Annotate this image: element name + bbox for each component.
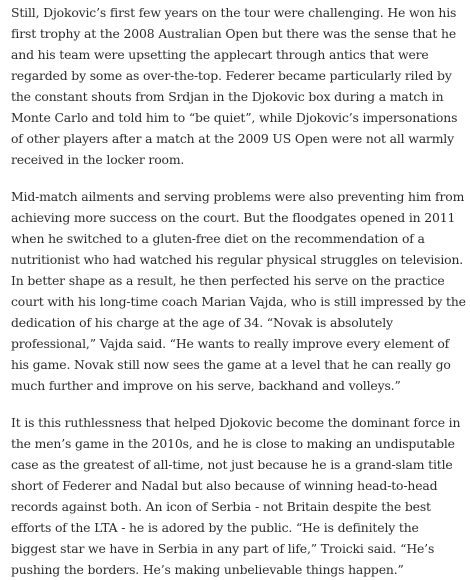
article-paragraph-3: It is this ruthlessness that helped Djokovic become the dominant force in the men’s game in the 2010s, and he is close to making an undisputable case as the greatest of all-time, not just because he is a grand-slam title short of Federer and Nadal but also because of winning head-to-head records against both. An icon of Serbia - not Britain despite the best efforts of the LTA - he is adored by the public. “He is definitely the biggest star we have in Serbia in any part of life,” Troicki said. “He’s pushing the borders. He’s making unbelievable things happen.”: [11, 415, 461, 577]
article-paragraph-1: Still, Djokovic’s first few years on the tour were challenging. He won his first trophy at the 2008 Australian Open but there was the sense that he and his team were upsetting the applecart through antics that were regarded by some as over-the-top. Federer became particularly riled by the constant shouts from Srdjan in the Djokovic box during a match in Monte Carlo and told him to “be quiet”, while Djokovic’s impersonations of other players after a match at the 2009 US Open were not all warmly received in the locker room.: [11, 5, 458, 167]
article-paragraph-2: Mid-match ailments and serving problems were also preventing him from achieving more success on the court. But the floodgates opened in 2011 when he switched to a gluten-free diet on the recommendation of a nutritionist who had watched his regular physical struggles on television. In better shape as a result, he then perfected his serve on the practice court with his long-time coach Marian Vajda, who is still impressed by the dedication of his charge at the age of 34. “Novak is absolutely professional,” Vajda said. “He wants to really improve every element of his game. Novak still now sees the game at a level that he can really go much further and improve on his serve, backhand and volleys.”: [11, 189, 466, 393]
